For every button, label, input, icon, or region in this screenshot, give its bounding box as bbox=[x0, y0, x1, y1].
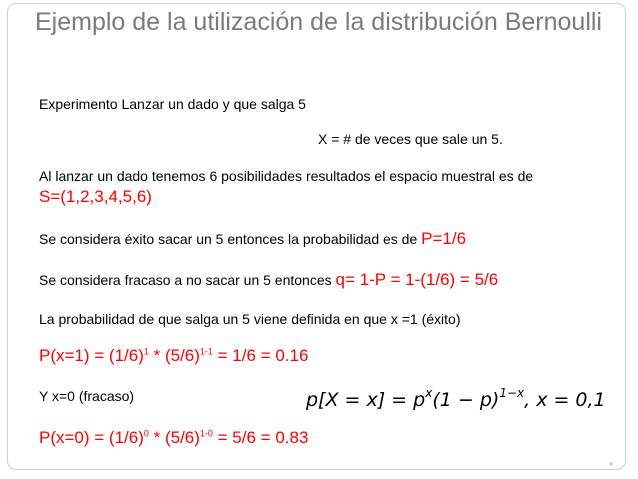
sample-space: S=(1,2,3,4,5,6) bbox=[39, 187, 152, 206]
variable-definition: X = # de veces que sale un 5. bbox=[318, 131, 503, 147]
success-line bbox=[39, 229, 466, 249]
p1-exponent-2: 1-1 bbox=[199, 346, 213, 357]
p0-exponent-2: 1-0 bbox=[199, 428, 213, 439]
sample-space-intro: Al lanzar un dado tenemos 6 posibilidades resultados el espacio muestral es de bbox=[39, 168, 534, 184]
p0-part-b: * (5/6) bbox=[148, 428, 200, 447]
formula-lhs: p[X = x] = p bbox=[306, 389, 426, 411]
experiment-text: Experimento Lanzar un dado y que salga 5 bbox=[39, 96, 306, 112]
probability-x1 bbox=[39, 346, 308, 366]
p0-part-a: P(x=0) = (1/6) bbox=[39, 428, 144, 447]
bernoulli-formula bbox=[306, 384, 606, 414]
formula-mid: (1 − p) bbox=[432, 389, 500, 411]
definition-text: La probabilidad de que salga un 5 viene definida en que x =1 (éxito) bbox=[39, 311, 461, 327]
p1-part-b: * (5/6) bbox=[148, 346, 200, 365]
p1-part-c: = 1/6 = 0.16 bbox=[212, 346, 309, 365]
probability-x0 bbox=[39, 428, 308, 448]
failure-text: Se considera fracaso a no sacar un 5 entonces bbox=[39, 272, 336, 288]
formula-exp-x: x bbox=[425, 386, 433, 400]
svg-text:p[X = x] = px(1 − p)1−x, x = 0 bbox=[305, 386, 606, 411]
p1-part-a: P(x=1) = (1/6) bbox=[39, 346, 144, 365]
success-probability: P=1/6 bbox=[421, 229, 467, 248]
formula-exp-1mx: 1−x bbox=[499, 386, 525, 400]
failure-probability: q= 1-P = 1-(1/6) = 5/6 bbox=[335, 270, 499, 289]
slide-corner-dot bbox=[609, 462, 613, 466]
failure-line bbox=[39, 270, 498, 290]
formula-rhs: , x = 0,1 bbox=[524, 389, 606, 411]
slide-title: Ejemplo de la utilización de la distribución Bernoulli bbox=[35, 8, 602, 36]
success-text: Se considera éxito sacar un 5 entonces la probabilidad es de bbox=[39, 231, 422, 247]
failure-case-text: Y x=0 (fracaso) bbox=[39, 388, 135, 404]
p1-exponent-1: 1 bbox=[143, 346, 149, 357]
p0-part-c: = 5/6 = 0.83 bbox=[212, 428, 309, 447]
p0-exponent-1: 0 bbox=[143, 428, 149, 439]
